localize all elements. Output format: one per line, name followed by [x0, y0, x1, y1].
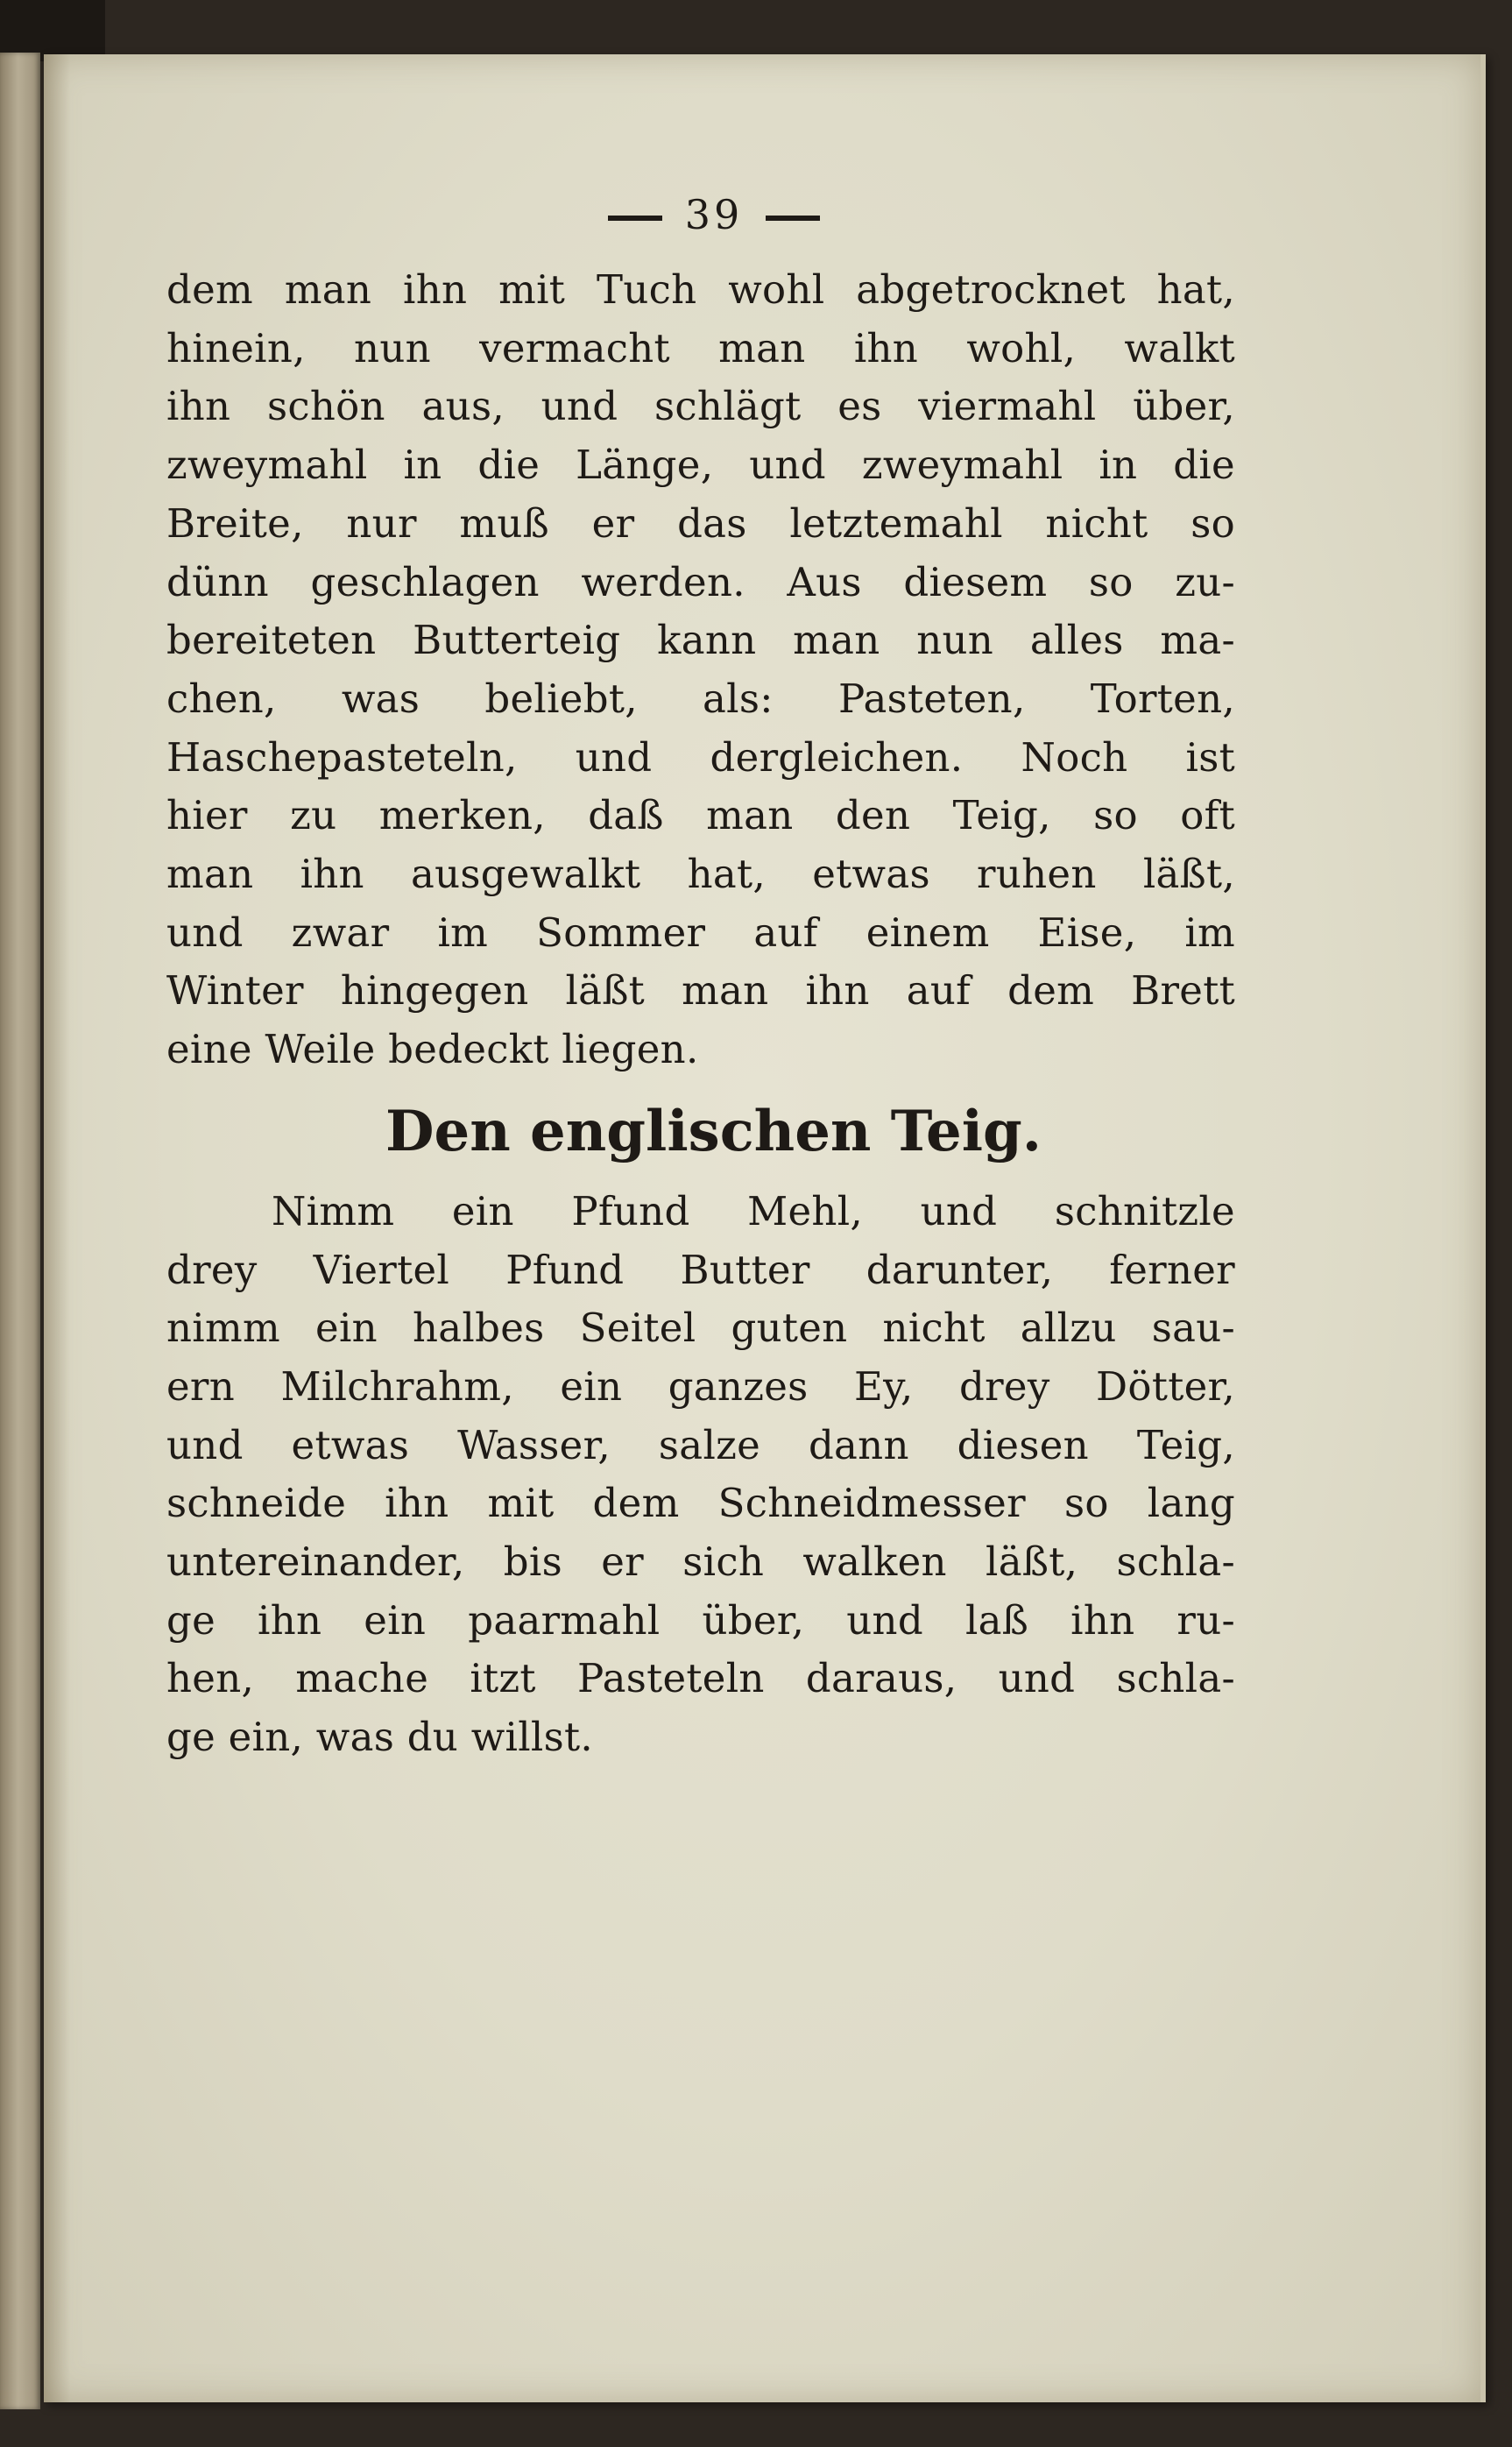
text-line: Breite, nur muß er das letztemahl nicht so	[166, 499, 1235, 547]
text-line: ern Milchrahm, ein ganzes Ey, drey Dötter,	[166, 1362, 1235, 1410]
text-line: schneide ihn mit dem Schneidmesser so lang	[166, 1480, 1235, 1527]
text-line: Nimm ein Pfund Mehl, und schnitzle	[272, 1187, 1235, 1234]
text-line: nimm ein halbes Seitel guten nicht allzu sau-	[166, 1305, 1235, 1352]
text-line: ge ihn ein paarmahl über, und laß ihn ru-	[166, 1596, 1235, 1644]
text-block	[166, 191, 1235, 1767]
page-number: 39	[684, 191, 744, 238]
text-line: chen, was beliebt, als: Pasteten, Torten,	[166, 675, 1235, 722]
text-line: man ihn ausgewalkt hat, etwas ruhen läßt,	[166, 851, 1235, 898]
text-line: bereiteten Butterteig kann man nun alles ma-	[166, 617, 1235, 664]
right-dash	[766, 216, 820, 221]
left-dash	[608, 216, 662, 221]
text-line: Winter hingegen läßt man ihn auf dem Brett	[166, 967, 1235, 1015]
text-line: und etwas Wasser, salze dann diesen Teig,	[166, 1421, 1235, 1468]
running-head	[193, 191, 1235, 238]
paragraph-1	[166, 261, 1235, 1079]
page-sheet	[44, 54, 1486, 2402]
previous-page-edge	[0, 53, 40, 2409]
text-line: ihn schön aus, und schlägt es viermahl über,	[166, 383, 1235, 430]
text-line: eine Weile bedeckt liegen.	[166, 1026, 699, 1073]
text-line: und zwar im Sommer auf einem Eise, im	[166, 909, 1235, 956]
text-line: dem man ihn mit Tuch wohl abgetrocknet hat,	[166, 266, 1235, 313]
text-line: zweymahl in die Länge, und zweymahl in die	[166, 442, 1235, 489]
text-line: untereinander, bis er sich walken läßt, schla-	[166, 1538, 1235, 1586]
paragraph-2	[166, 1183, 1235, 1767]
text-line: hen, mache itzt Pasteteln daraus, und schla-	[166, 1655, 1235, 1702]
text-line: hier zu merken, daß man den Teig, so oft	[166, 792, 1235, 839]
text-line: ge ein, was du willst.	[166, 1714, 593, 1761]
section-heading: Den englischen Teig.	[385, 1098, 1042, 1164]
text-line: hinein, nun vermacht man ihn wohl, walkt	[166, 324, 1235, 371]
text-line: drey Viertel Pfund Butter darunter, ferner	[166, 1246, 1235, 1293]
text-line: Haschepasteteln, und dergleichen. Noch ist	[166, 733, 1235, 781]
text-line: dünn geschlagen werden. Aus diesem so zu-	[166, 558, 1235, 605]
